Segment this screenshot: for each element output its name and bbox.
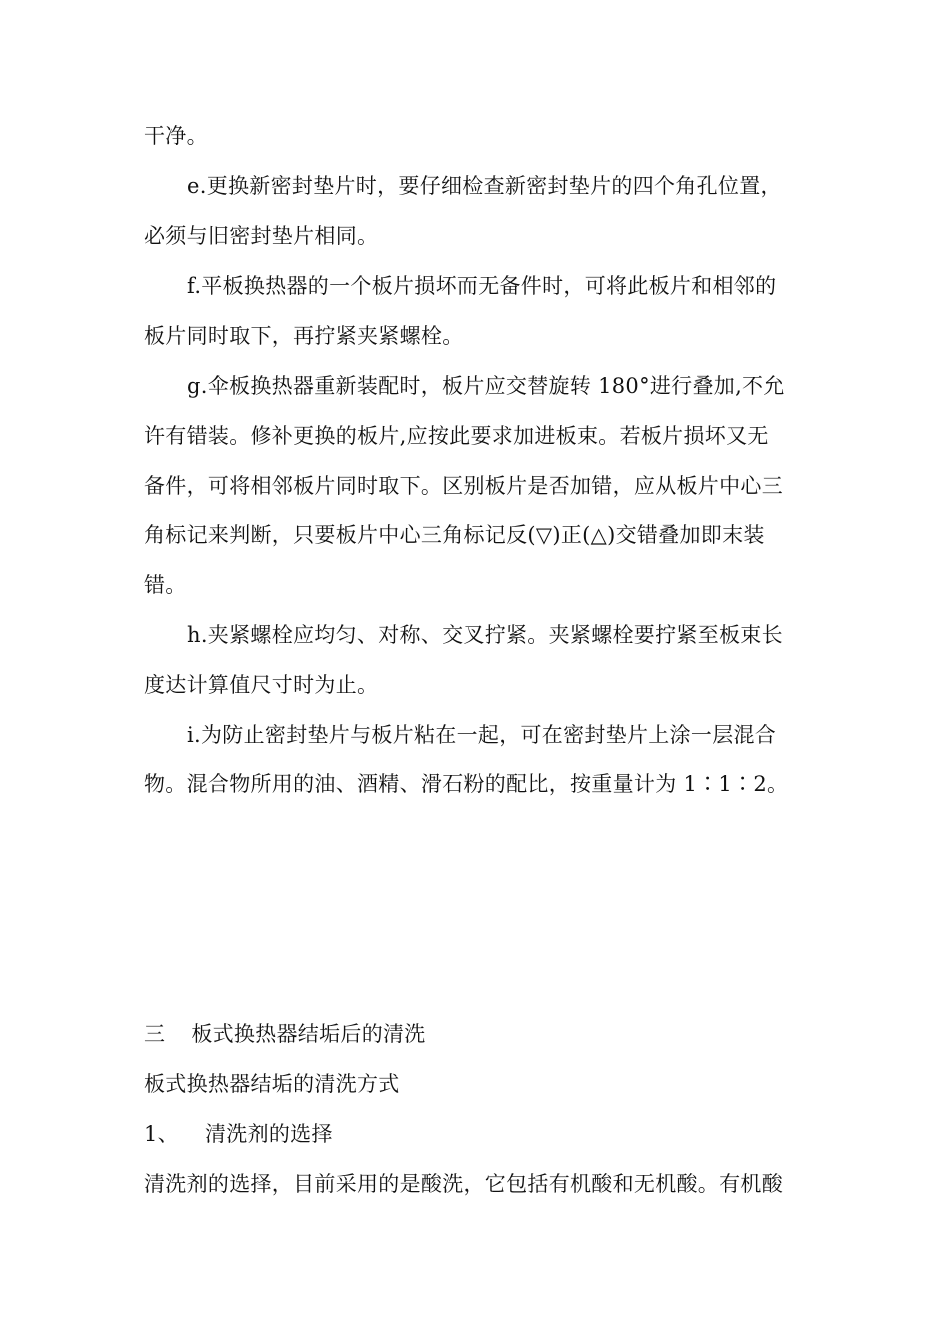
- paragraph-line: h.夹紧螺栓应均匀、对称、交叉拧紧。夹紧螺栓要拧紧至板束长: [187, 623, 783, 647]
- paragraph-line: f.平板换热器的一个板片损坏而无备件时，可将此板片和相邻的: [187, 274, 777, 298]
- paragraph-line: 角标记来判断，只要板片中心三角标记反(▽)正(△)交错叠加即末装: [144, 523, 765, 547]
- section-heading: [144, 1020, 814, 1048]
- paragraph-line: 板片同时取下，再拧紧夹紧螺栓。: [144, 324, 464, 348]
- item-title: 清洗剂的选择: [204, 1122, 333, 1146]
- item-heading: [144, 1120, 814, 1148]
- paragraph-line: 度达计算值尺寸时为止。: [144, 673, 379, 697]
- paragraph-line: i.为防止密封垫片与板片粘在一起，可在密封垫片上涂一层混合: [187, 723, 777, 747]
- paragraph-line: 干净。: [144, 124, 208, 148]
- paragraph-line: 许有错装。修补更换的板片,应按此要求加进板束。若板片损坏又无: [144, 424, 769, 448]
- paragraph-line: 备件，可将相邻板片同时取下。区别板片是否加错，应从板片中心三: [144, 474, 783, 498]
- paragraph-line: 必须与旧密封垫片相同。: [144, 224, 379, 248]
- section-title: 板式换热器结垢后的清洗: [191, 1022, 426, 1046]
- paragraph-line: 物。混合物所用的油、酒精、滑石粉的配比，按重量计为 1∶1∶2。: [144, 772, 789, 796]
- item-number: 1、: [144, 1122, 179, 1146]
- paragraph-line: 错。: [144, 573, 187, 597]
- subsection-heading: 板式换热器结垢的清洗方式: [144, 1072, 400, 1096]
- paragraph-line: e.更换新密封垫片时，要仔细检查新密封垫片的四个角孔位置，: [187, 174, 782, 198]
- paragraph-line: g.伞板换热器重新装配时，板片应交替旋转 180°进行叠加,不允: [187, 374, 785, 398]
- section-number: 三: [144, 1022, 166, 1046]
- paragraph-line: 清洗剂的选择，目前采用的是酸洗，它包括有机酸和无机酸。有机酸: [144, 1172, 783, 1196]
